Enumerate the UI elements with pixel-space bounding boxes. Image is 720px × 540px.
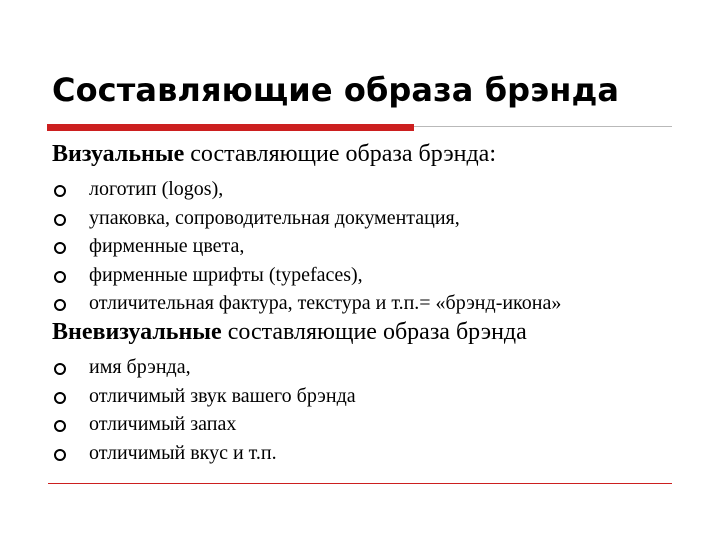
section-heading-rest: составляющие образа брэнда (221, 319, 527, 345)
hollow-circle-bullet-icon (54, 242, 66, 254)
section-heading-nonvisual (52, 318, 527, 346)
hollow-circle-bullet-icon (54, 420, 66, 432)
section-heading-rest: составляющие образа брэнда: (184, 141, 497, 167)
list-item-text: отличимый звук вашего брэнда (89, 384, 356, 407)
list-item-text: фирменные шрифты (typefaces), (89, 263, 363, 286)
section-heading-bold: Визуальные (52, 141, 185, 167)
list-item-text: отличимый запах (89, 413, 237, 436)
hollow-circle-bullet-icon (54, 299, 66, 311)
list-item-text: фирменные цвета, (89, 235, 245, 258)
list-item-text: отличительная фактура, текстура и т.п.= «брэнд-икона» (89, 292, 562, 315)
bottom-divider (48, 483, 672, 484)
hollow-circle-bullet-icon (54, 185, 66, 197)
title-underline-accent (47, 124, 414, 131)
list-item-text: упаковка, сопроводительная документация, (89, 206, 460, 229)
list-item-text: имя брэнда, (89, 356, 191, 378)
hollow-circle-bullet-icon (54, 214, 66, 226)
section-heading-visual (52, 140, 496, 168)
hollow-circle-bullet-icon (54, 392, 66, 404)
hollow-circle-bullet-icon (54, 271, 66, 283)
list-item-text: логотип (logos), (89, 178, 224, 200)
hollow-circle-bullet-icon (54, 363, 66, 375)
section-heading-bold: Вневизуальные (52, 319, 222, 345)
hollow-circle-bullet-icon (54, 449, 66, 461)
title-underline-thin (414, 126, 672, 127)
list-item-text: отличимый вкус и т.п. (89, 441, 277, 464)
slide-title: Составляющие образа брэнда (52, 71, 620, 109)
